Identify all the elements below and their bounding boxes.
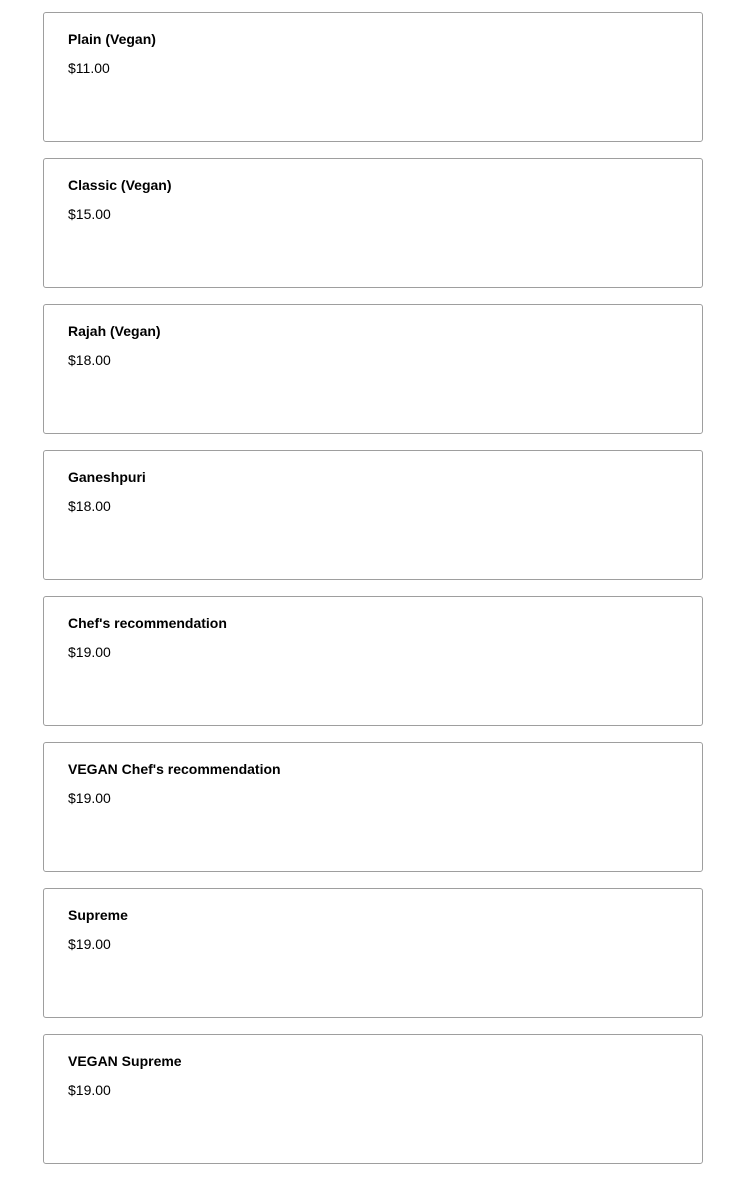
menu-item-price: $19.00 [68, 936, 111, 952]
menu-item-name: Classic (Vegan) [68, 177, 172, 193]
menu-item-name: Ganeshpuri [68, 469, 146, 485]
menu-item-card[interactable] [43, 12, 703, 142]
menu-item-name: Plain (Vegan) [68, 31, 156, 47]
menu-item-price: $19.00 [68, 644, 111, 660]
menu-item-price: $15.00 [68, 206, 111, 222]
menu-item-name: VEGAN Supreme [68, 1053, 182, 1069]
menu-item-price: $11.00 [68, 60, 110, 76]
menu-item-card[interactable] [43, 304, 703, 434]
menu-item-name: Chef's recommendation [68, 615, 227, 631]
menu-item-card[interactable] [43, 742, 703, 872]
menu-item-card[interactable] [43, 596, 703, 726]
menu-item-card[interactable] [43, 1034, 703, 1164]
menu-item-price: $19.00 [68, 790, 111, 806]
menu-item-list [43, 12, 703, 1180]
menu-item-price: $18.00 [68, 352, 111, 368]
menu-item-name: VEGAN Chef's recommendation [68, 761, 281, 777]
menu-item-card[interactable] [43, 888, 703, 1018]
menu-item-price: $18.00 [68, 498, 111, 514]
menu-item-name: Supreme [68, 907, 128, 923]
menu-item-card[interactable] [43, 450, 703, 580]
menu-item-price: $19.00 [68, 1082, 111, 1098]
menu-item-card[interactable] [43, 158, 703, 288]
menu-item-name: Rajah (Vegan) [68, 323, 161, 339]
